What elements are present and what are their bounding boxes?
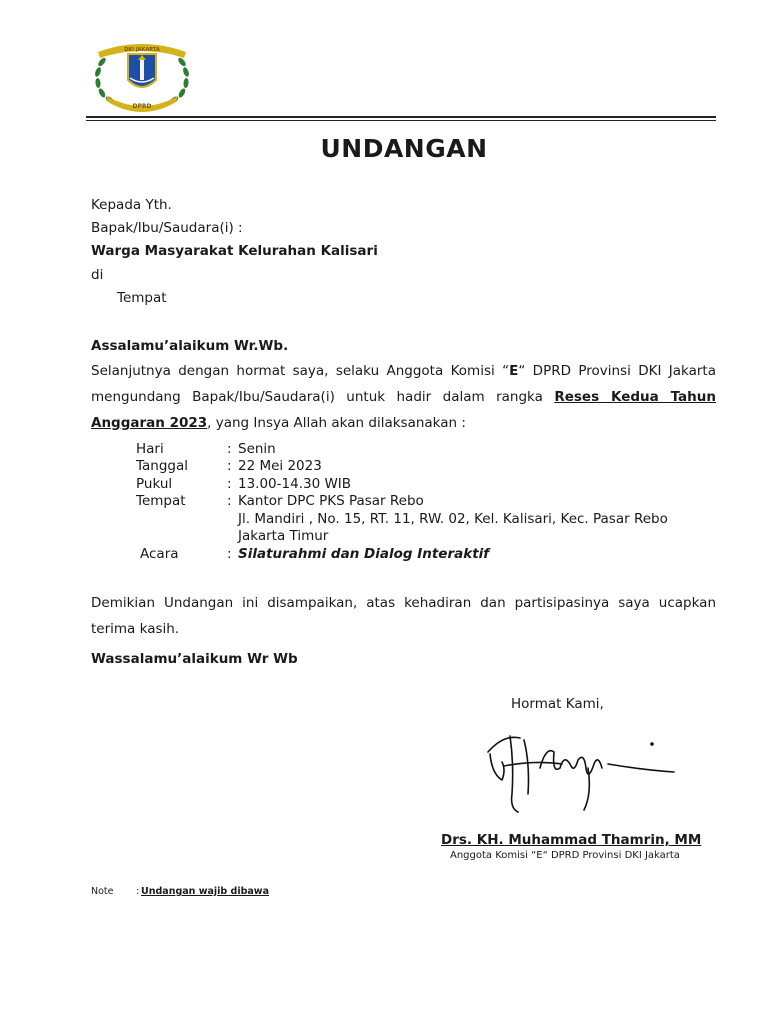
- body-komisi: E: [509, 363, 519, 379]
- closing-paragraph: Demikian Undangan ini disampaikan, atas kehadiran dan partisipasinya saya ucapkan terima kasih.: [91, 595, 716, 637]
- detail-label-tanggal: Tanggal: [136, 458, 189, 474]
- detail-colon-pukul: :: [227, 476, 232, 492]
- signatory-name: Drs. KH. Muhammad Thamrin, MM: [441, 832, 702, 848]
- header-rule-thin: [86, 120, 716, 121]
- recipient-tempat: Tempat: [117, 290, 167, 306]
- detail-colon-acara: :: [227, 546, 232, 562]
- logo-top-text: DKI JAKARTA: [124, 47, 160, 53]
- note-value: Undangan wajib dibawa: [141, 886, 269, 897]
- header-rule-thick: [86, 116, 716, 118]
- farewell: Wassalamu’alaikum Wr Wb: [91, 651, 298, 667]
- detail-value-hari: Senin: [238, 441, 276, 457]
- recipient-di: di: [91, 267, 104, 283]
- detail-address-line2: Jakarta Timur: [238, 528, 329, 544]
- body-paragraph: [91, 358, 716, 436]
- body-highlight: Reses Kedua Tahun Anggaran 2023: [91, 389, 716, 431]
- detail-colon-tempat: :: [227, 493, 232, 509]
- note-colon: :: [136, 886, 140, 897]
- signature-hormat: Hormat Kami,: [511, 696, 604, 712]
- detail-label-tempat: Tempat: [136, 493, 186, 509]
- detail-value-pukul: 13.00-14.30 WIB: [238, 476, 352, 492]
- recipient-salutation: Bapak/Ibu/Saudara(i) :: [91, 220, 243, 236]
- body-part1: Selanjutnya dengan hormat saya, selaku Anggota Komisi “: [91, 363, 510, 379]
- detail-value-tempat: Kantor DPC PKS Pasar Rebo: [238, 493, 424, 509]
- signatory-role: Anggota Komisi “E“ DPRD Provinsi DKI Jakarta: [450, 850, 680, 861]
- detail-value-tanggal: 22 Mei 2023: [238, 458, 322, 474]
- recipient-kepada: Kepada Yth.: [91, 197, 172, 213]
- dprd-logo: [88, 40, 196, 112]
- detail-label-hari: Hari: [136, 441, 164, 457]
- logo-bottom-text: DPRD: [132, 103, 152, 110]
- greeting: Assalamu’alaikum Wr.Wb.: [91, 338, 289, 354]
- document-title: UNDANGAN: [320, 134, 488, 163]
- body-part3: , yang Insya Allah akan dilaksanakan :: [207, 415, 466, 431]
- detail-value-acara: Silaturahmi dan Dialog Interaktif: [238, 546, 490, 562]
- body-part2: “ DPRD Provinsi DKI Jakarta mengundang Bapak/Ibu/Saudara(i) untuk hadir dalam rangka: [91, 363, 716, 405]
- detail-label-acara: Acara: [140, 546, 179, 562]
- detail-colon-hari: :: [227, 441, 232, 457]
- detail-label-pukul: Pukul: [136, 476, 173, 492]
- note-label: Note: [91, 886, 114, 897]
- detail-colon-tanggal: :: [227, 458, 232, 474]
- handwritten-signature: [484, 724, 684, 820]
- recipient-name: Warga Masyarakat Kelurahan Kalisari: [91, 243, 378, 259]
- detail-address-line1: Jl. Mandiri , No. 15, RT. 11, RW. 02, Kel. Kalisari, Kec. Pasar Rebo: [238, 511, 668, 527]
